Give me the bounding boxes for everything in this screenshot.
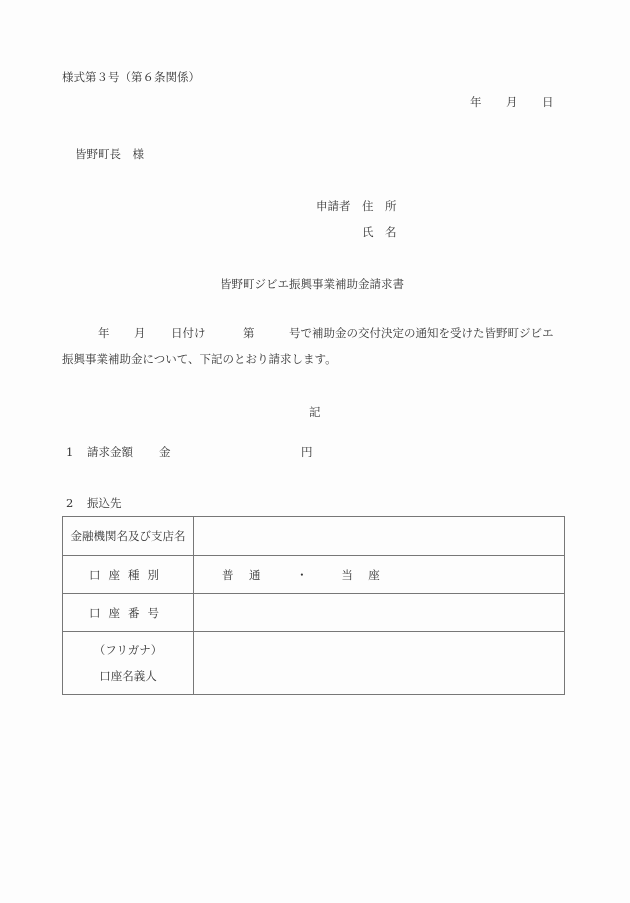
item2-label: 振込先 [87,496,122,510]
body-dai: 第 [243,326,255,340]
date-month: 月 [506,95,518,109]
account-type-ordinary[interactable]: 普 通 [222,567,263,582]
bank-transfer-table [62,516,565,695]
form-number: 様式第３号（第６条関係） [62,70,200,84]
account-holder-field[interactable] [194,632,565,695]
name-label: 氏 名 [362,225,397,239]
table-row [63,556,565,594]
body-line2: 振興事業補助金について、下記のとおり請求します。 [62,352,337,366]
item1-suffix: 円 [301,445,313,459]
body-year: 年 [98,326,110,340]
account-number-field[interactable] [194,594,565,632]
account-number-label: 口座番号 [63,594,194,632]
account-type-label: 口座種別 [63,556,194,594]
item1-prefix: 金 [159,445,171,459]
table-row [63,632,565,695]
bank-name-field[interactable] [194,517,565,556]
body-month: 月 [134,326,146,340]
body-day: 日付け [171,326,206,340]
account-type-current[interactable]: 当 座 [341,567,382,582]
item1-label: 請求金額 [87,445,133,459]
address-label: 住 所 [362,199,397,213]
furigana-label: （フリガナ） [93,643,163,657]
item2-number: 2 [66,496,74,510]
date-year: 年 [470,95,482,109]
table-row [63,517,565,556]
bank-name-label: 金融機関名及び支店名 [63,517,194,556]
applicant-label: 申請者 [316,199,351,213]
item1-number: 1 [66,445,74,459]
body-line1-rest: 号で補助金の交付決定の通知を受けた皆野町ジビエ [289,326,554,340]
account-holder-name-label: 口座名義人 [99,669,157,683]
date-day: 日 [542,95,554,109]
account-type-separator: ・ [296,567,308,582]
document-title: 皆野町ジビエ振興事業補助金請求書 [220,277,404,291]
table-row [63,594,565,632]
addressee: 皆野町長 様 [75,147,144,161]
account-type-field[interactable] [194,556,565,594]
account-holder-label [63,632,194,695]
ki-heading: 記 [309,405,321,419]
